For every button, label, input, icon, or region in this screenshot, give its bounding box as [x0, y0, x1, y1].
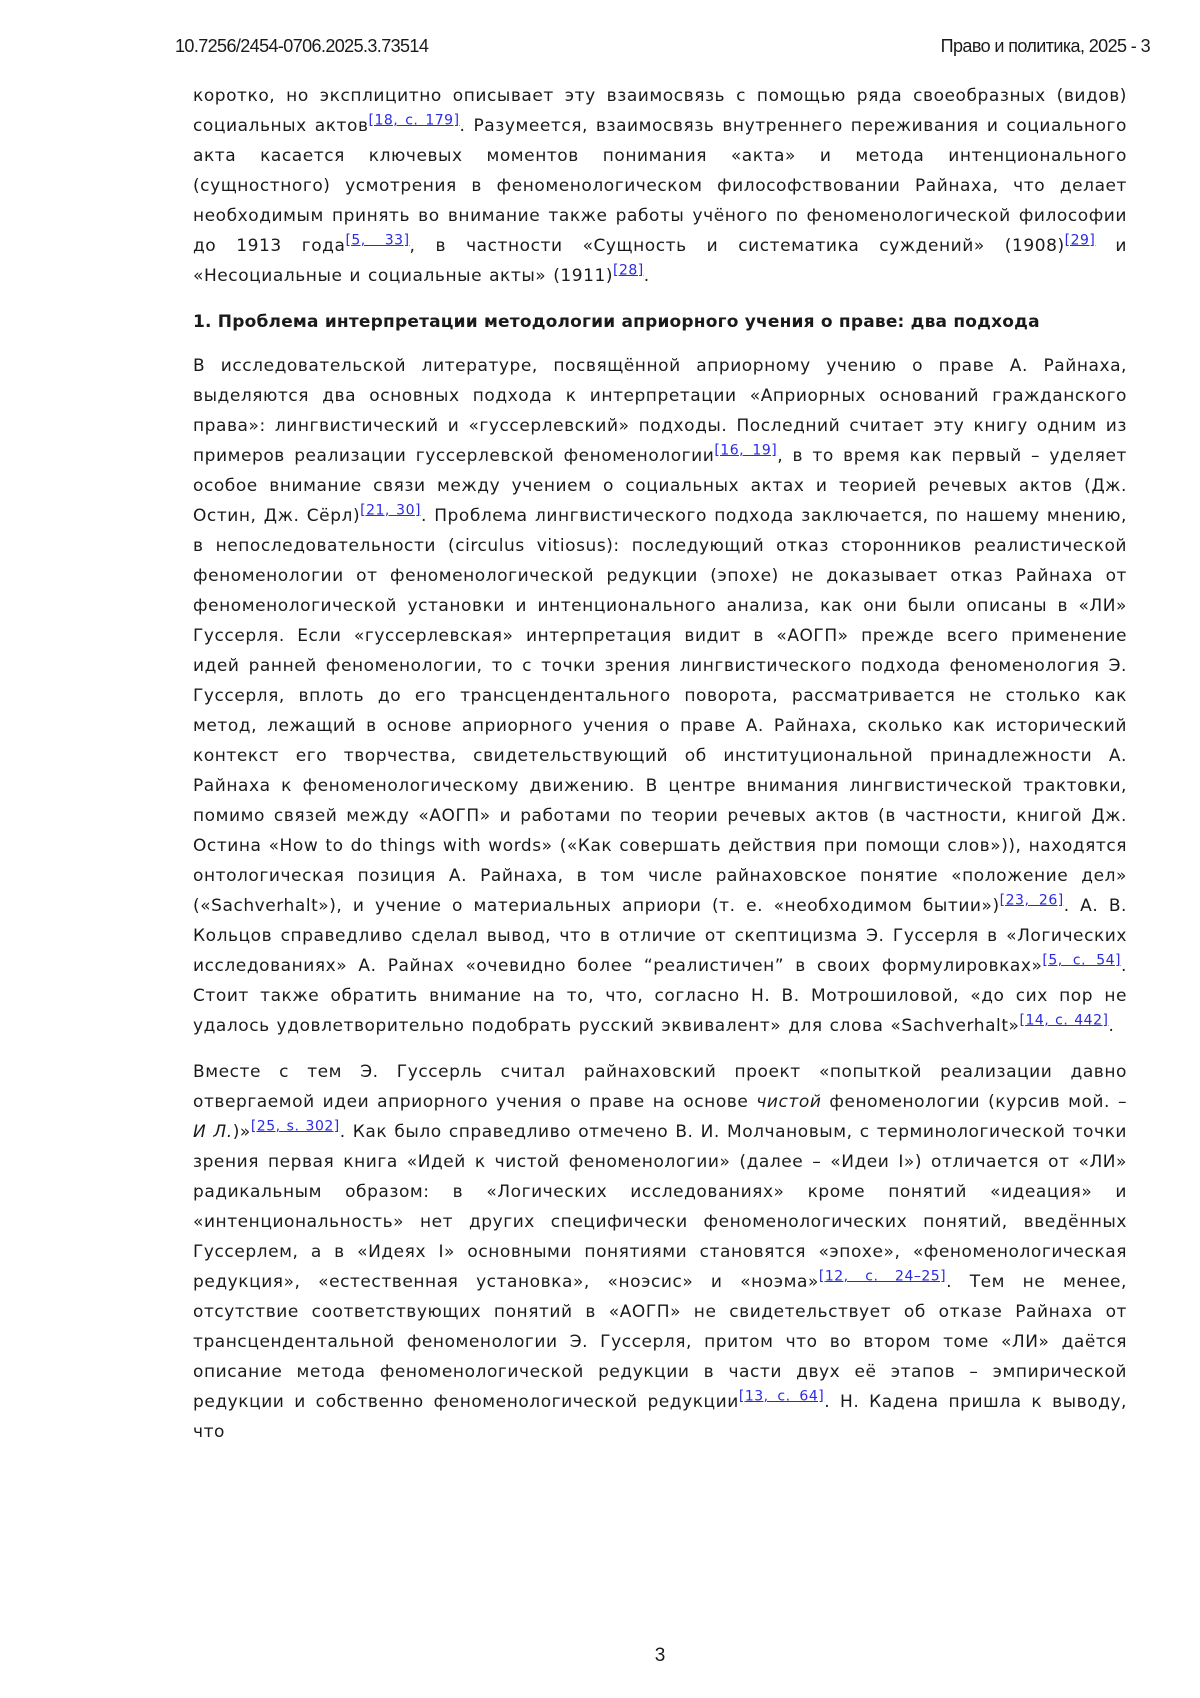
text-run: коротко, но эксплицитно описывает эту взаимосвязь с помощью ряда своеобразных (видов) социальных актов: [193, 86, 1127, 136]
text-run: .: [643, 266, 650, 286]
citation-link[interactable]: [16, 19]: [714, 442, 778, 459]
citation-link[interactable]: [5, 33]: [345, 232, 410, 249]
article-body: [193, 81, 1127, 1463]
text-run: . Стоит также обратить внимание на то, что, согласно Н. В. Мотрошиловой, «до сих пор не удалось удовлетворительно подобрать русский эквивалент» для слова «Sachverhalt»: [193, 956, 1127, 1036]
page-number: 3: [654, 1645, 666, 1666]
text-run: , в то время как первый – уделяет особое внимание связи между учением о социальных актах и теорией речевых актов (Дж. Остин, Дж. Сёрл): [193, 446, 1128, 526]
citation-link[interactable]: [12, с. 24–25]: [818, 1268, 947, 1285]
text-run: В исследовательской литературе, посвящённой априорному учению о праве А. Райнаха, выделяются два основных подхода к интерпретации «Априорных оснований гражданского права»: лингвистический и «гуссерлевский» подходы. Последний считает эту книгу одним из примеров реализации гуссерлевской феноменологии: [193, 356, 1127, 466]
citation-link[interactable]: [25, s. 302]: [250, 1118, 340, 1135]
text-run: )»: [232, 1122, 251, 1142]
text-run: . Проблема лингвистического подхода заключается, по нашему мнению, в непоследовательности (circulus vitiosus): последующий отказ сторонников реалистической феноменологии от феноменологической редукции (эпохе) не доказывает отказ Райнаха от феноменологической установки и интенционального анализа, как они были описаны в «ЛИ» Гуссерля. Если «гуссерлевская» интерпретация видит в «АОГП» прежде всего применение идей ранней феноменологии, то с точки зрения лингвистического подхода феноменология Э. Гуссерля, вплоть до его трансцендентального поворота, рассматривается не столько как метод, лежащий в основе априорного учения о праве А. Райнаха, сколько как исторический контекст его творчества, свидетельствующий об институциональной принадлежности А. Райнаха к феноменологическому движению. В центре внимания лингвистической трактовки, помимо связей между «АОГП» и работами по теории речевых актов (в частности, книгой Дж. Остина «How to do things with words» («Как совершать действия при помощи слов»)), находятся онтологическая позиция А. Райнаха, в том числе райнаховское понятие «положение дел» («Sachverhalt»), и учение о материальных априори (т. е. «необходимом бытии»): [193, 506, 1127, 916]
text-run: феноменологии (курсив мой. –: [821, 1092, 1128, 1112]
text-run: . А. В. Кольцов справедливо сделал вывод, что в отличие от скептицизма Э. Гуссерля в «Логических исследованиях» А. Райнах «очевидно более “реалистичен” в своих формулировках»: [193, 896, 1128, 976]
text-run: . Как было справедливо отмечено В. И. Молчановым, с терминологической точки зрения первая книга «Идей к чистой феноменологии» (далее – «Идеи I») отличается от «ЛИ» радикальным образом: в «Логических исследованиях» кроме понятий «идеация» и «интенциональность» нет других специфически феноменологических понятий, введённых Гуссерлем, а в «Идеях I» основными понятиями становятся «эпохе», «феноменологическая редукция», «естественная установка», «ноэсис» и «ноэма»: [193, 1122, 1127, 1292]
text-run: Вместе с тем Э. Гуссерль считал райнаховский проект «попыткой реализации давно отвергаемой идеи априорного учения о праве на основе: [193, 1062, 1127, 1112]
citation-link[interactable]: [23, 26]: [999, 892, 1064, 909]
citation-link[interactable]: [13, с. 64]: [738, 1388, 825, 1405]
citation-link[interactable]: [14, с. 442]: [1019, 1012, 1109, 1029]
paragraph-2: [193, 351, 1127, 1041]
citation-link[interactable]: [18, с. 179]: [368, 112, 460, 129]
citation-link[interactable]: [28]: [613, 262, 644, 279]
paragraph-1: [193, 81, 1127, 291]
text-run: и «Несоциальные и социальные акты» (1911): [193, 236, 1127, 286]
text-run: , в частности «Сущность и систематика суждений» (1908): [409, 236, 1065, 256]
italic-text: чистой: [756, 1092, 822, 1112]
paragraph-3: [193, 1057, 1127, 1447]
section-heading: 1. Проблема интерпретации методологии априорного учения о праве: два подхода: [193, 312, 1040, 332]
text-run: . Разумеется, взаимосвязь внутреннего переживания и социального акта касается ключевых моментов понимания «акта» и метода интенционального (сущностного) усмотрения в феноменологическом философствовании Райнаха, что делает необходимым принять во внимание также работы учёного по феноменологической философии до 1913 года: [193, 116, 1127, 256]
text-run: . Тем не менее, отсутствие соответствующих понятий в «АОГП» не свидетельствует об отказе Райнаха от трансцендентальной феноменологии Э. Гуссерля, притом что во втором томе «ЛИ» даётся описание метода феноменологической редукции в части двух её этапов – эмпирической редукции и собственно феноменологической редукции: [193, 1272, 1128, 1412]
journal-issue-label: Право и политика, 2025 - 3: [940, 36, 1150, 56]
page-header: [175, 36, 1150, 62]
citation-link[interactable]: [21, 30]: [360, 502, 421, 519]
citation-link[interactable]: [5, с. 54]: [1042, 952, 1122, 969]
doi-label: 10.7256/2454-0706.2025.3.73514: [175, 36, 429, 56]
text-run: . Н. Кадена пришла к выводу, что: [193, 1392, 1128, 1442]
text-run: .: [1108, 1016, 1115, 1036]
citation-link[interactable]: [29]: [1064, 232, 1096, 249]
italic-text: И Л.: [193, 1122, 233, 1142]
